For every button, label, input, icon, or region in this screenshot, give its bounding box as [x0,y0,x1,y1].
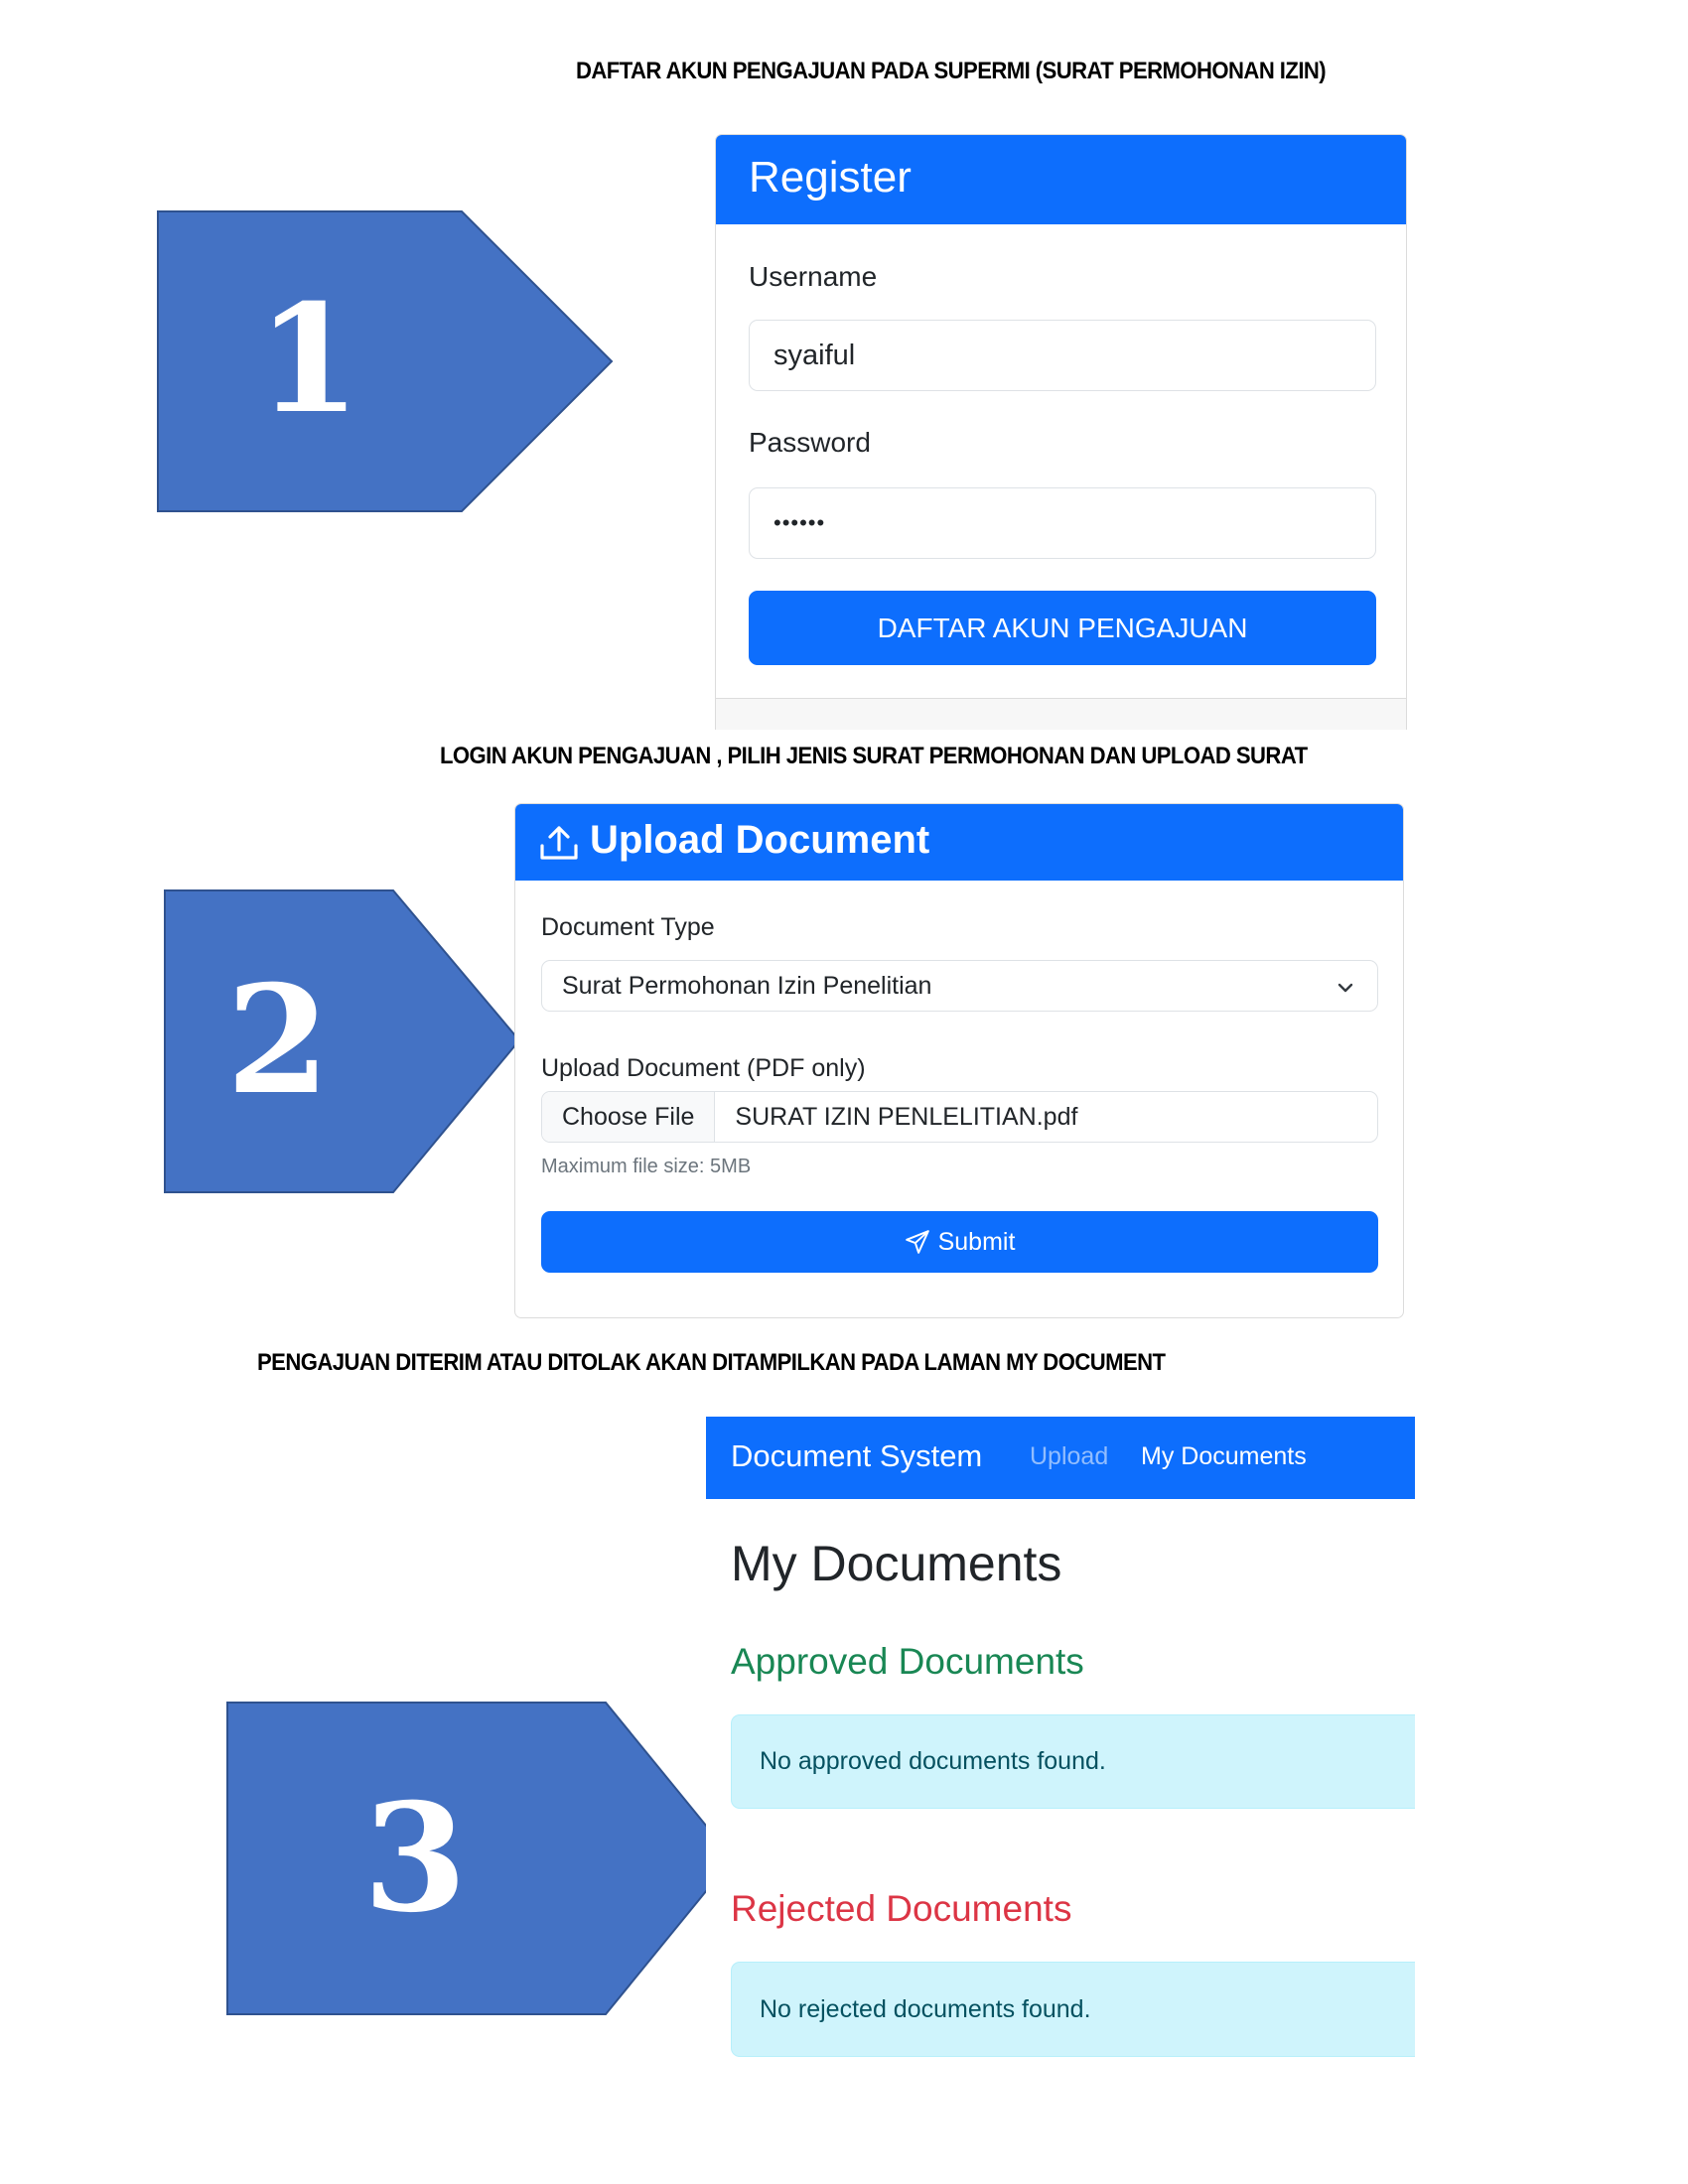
navbar-brand[interactable]: Document System [731,1438,983,1473]
step2-caption: LOGIN AKUN PENGAJUAN , PILIH JENIS SURAT PERMOHONAN DAN UPLOAD SURAT [440,743,1308,769]
upload-submit-button[interactable] [541,1211,1378,1273]
step3-number: 3 [362,1771,468,1946]
document-type-selected: Surat Permohonan Izin Penelitian [562,971,932,1000]
step1-number: 1 [256,272,361,447]
rejected-empty-alert [731,1962,1415,2057]
rejected-heading: Rejected Documents [731,1888,1072,1929]
file-input[interactable] [541,1091,1378,1143]
approved-empty-alert [731,1714,1415,1809]
register-card-footer [716,698,1406,730]
upload-card [514,803,1404,1318]
upload-title: Upload Document [590,818,930,862]
file-size-help: Maximum file size: 5MB [541,1156,752,1177]
document-type-select[interactable] [541,960,1378,1012]
upload-submit-label: Submit [937,1227,1016,1256]
approved-empty-message: No approved documents found. [760,1747,1106,1775]
register-card-header [716,135,1406,224]
password-label: Password [749,427,871,458]
page-title: My Documents [731,1536,1062,1591]
password-value: •••••• [774,510,826,535]
step2-arrow [164,889,521,1193]
step1-arrow [157,210,614,512]
top-navbar [706,1417,1415,1499]
rejected-empty-message: No rejected documents found. [760,1994,1091,2023]
username-input[interactable] [749,320,1376,391]
send-icon [905,1229,930,1255]
register-submit-button[interactable] [749,591,1376,665]
step1-caption: DAFTAR AKUN PENGAJUAN PADA SUPERMI (SURAT PERMOHONAN IZIN) [576,58,1327,84]
document-type-label: Document Type [541,913,715,941]
upload-icon [539,824,579,862]
username-label: Username [749,261,878,292]
step3-arrow [226,1702,735,2015]
register-title: Register [749,153,912,202]
step2-number: 2 [225,953,331,1128]
selected-file-name: SURAT IZIN PENLELITIAN.pdf [735,1102,1078,1131]
nav-link-my-documents[interactable]: My Documents [1141,1442,1307,1470]
chevron-down-icon [1336,976,1355,996]
upload-card-header [515,804,1403,881]
nav-link-upload[interactable]: Upload [1030,1442,1109,1470]
step3-caption: PENGAJUAN DITERIM ATAU DITOLAK AKAN DITAMPILKAN PADA LAMAN MY DOCUMENT [257,1349,1166,1376]
register-card [715,134,1407,730]
approved-heading: Approved Documents [731,1641,1084,1682]
upload-file-label: Upload Document (PDF only) [541,1054,866,1082]
choose-file-button[interactable]: Choose File [542,1092,715,1142]
my-documents-screenshot [706,1408,1415,2067]
username-value: syaiful [774,339,856,371]
register-submit-label: DAFTAR AKUN PENGAJUAN [877,612,1248,643]
password-input[interactable] [749,487,1376,559]
